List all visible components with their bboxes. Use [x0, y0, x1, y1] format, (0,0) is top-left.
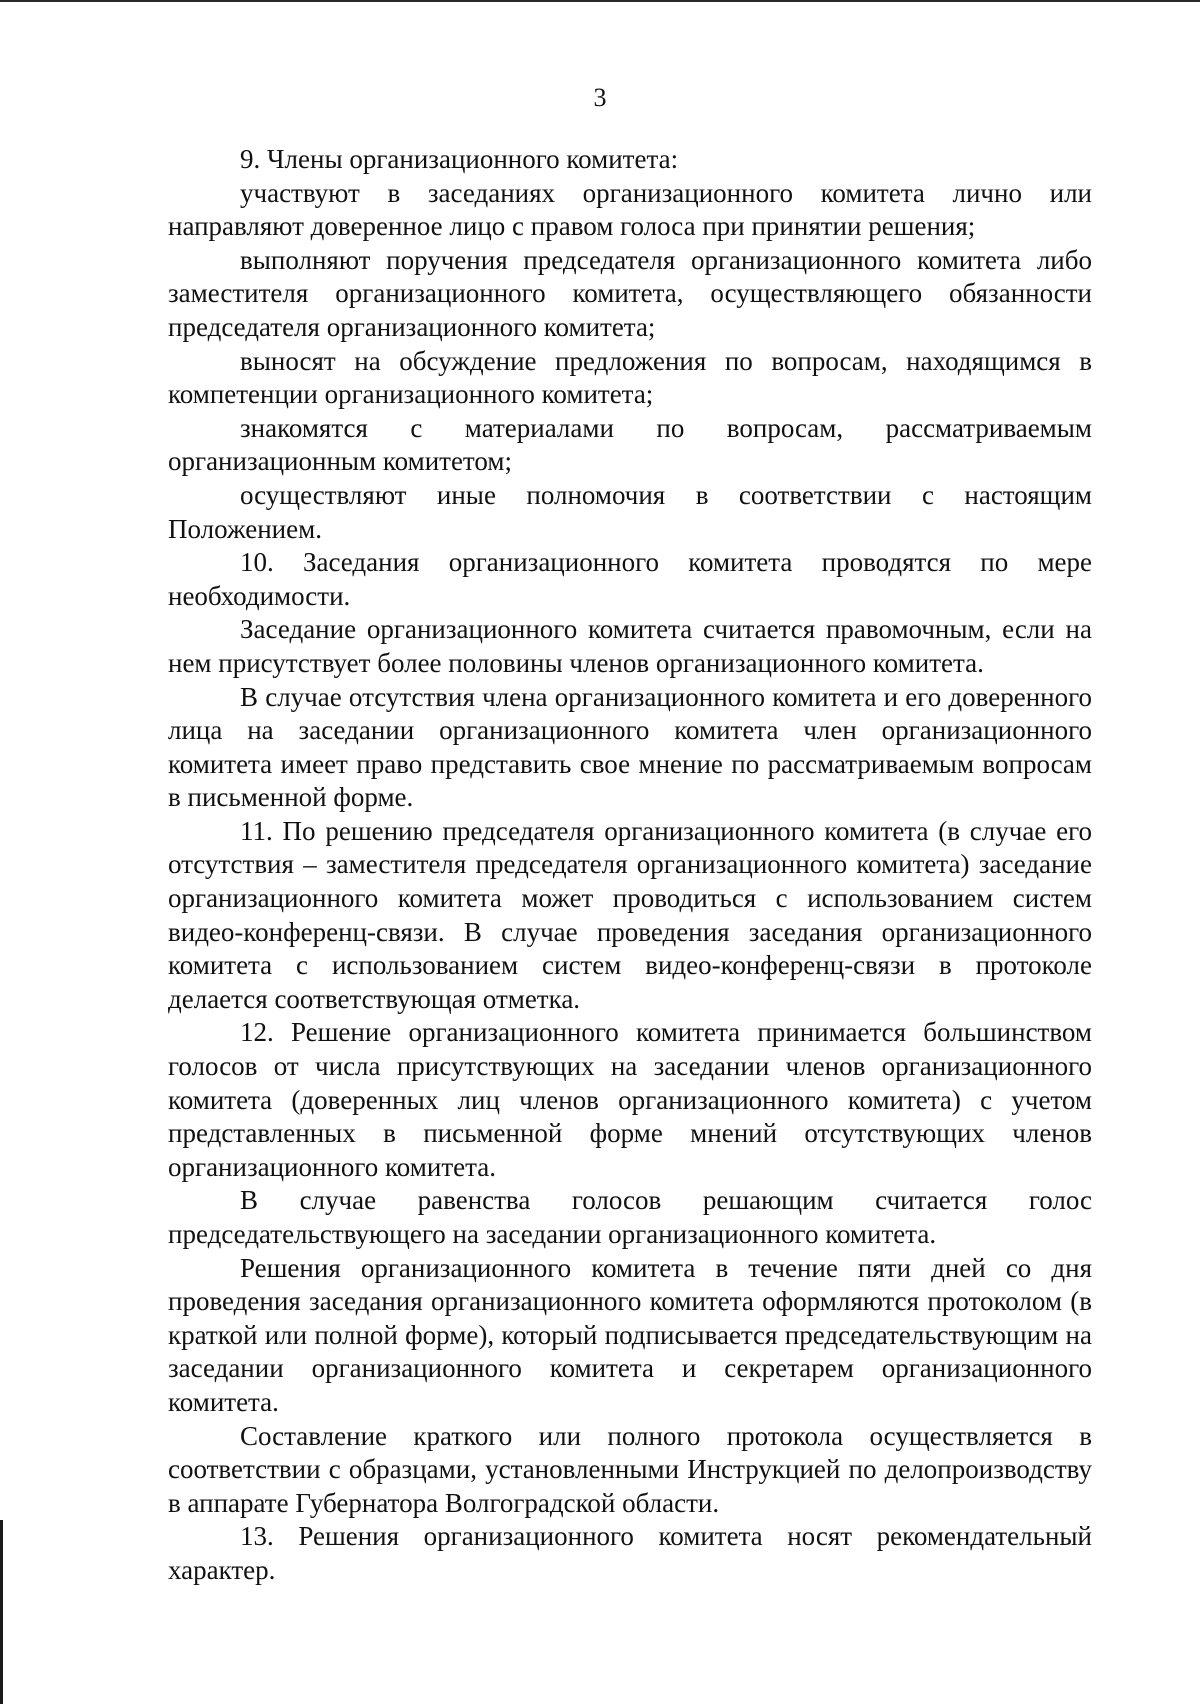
paragraph-12-protocol-forms: Составление краткого или полного протокола осуществляется в соответствии с образцами, установленными Инструкцией по делопроизводству в аппарате Губернатора Волгоградской области.	[168, 1420, 1092, 1518]
paragraph-13: 13. Решения организационного комитета носят рекомендательный характер.	[168, 1521, 1092, 1585]
page-number: 3	[593, 83, 607, 112]
paragraph-9-item-other: осуществляют иные полномочия в соответствии с настоящим Положением.	[168, 479, 1092, 544]
scan-edge-left	[0, 1520, 3, 1704]
paragraph-9-item-execute: выполняют поручения председателя организационного комитета либо заместителя организационного комитета, осуществляющего обязанности председателя организационного комитета;	[168, 244, 1092, 342]
paragraph-11: 11. По решению председателя организационного комитета (в случае его отсутствия – заместителя председателя организационного комитета) заседание организационного комитета может проводиться с использованием систем видео-конференц-связи. В случае проведения заседания организационного комитета с использованием систем видео-конференц-связи в протоколе делается соответствующая отметка.	[168, 815, 1092, 1014]
paragraph-10-absence: В случае отсутствия члена организационного комитета и его доверенного лица на заседании организационного комитета член организационного комитета имеет право представить свое мнение по рассматриваемым вопросам в письменной форме.	[168, 681, 1092, 813]
scan-edge-top	[0, 0, 1200, 2]
document-body	[168, 143, 1092, 1588]
paragraph-9-item-review: знакомятся с материалами по вопросам, рассматриваемым организационным комитетом;	[168, 412, 1092, 477]
paragraph-10-quorum: Заседание организационного комитета считается правомочным, если на нем присутствует более половины членов организационного комитета.	[168, 614, 1092, 678]
paragraph-12-protocol: Решения организационного комитета в течение пяти дней со дня проведения заседания организационного комитета оформляются протоколом (в краткой или полной форме), который подписывается председательствующим на заседании организационного комитета и секретарем организационного комитета.	[168, 1252, 1092, 1417]
paragraph-10: 10. Заседания организационного комитета проводятся по мере необходимости.	[168, 547, 1092, 611]
paragraph-9-item-participate: участвуют в заседаниях организационного комитета лично или направляют доверенное лицо с правом голоса при принятии решения;	[168, 177, 1092, 242]
paragraph-9-heading: 9. Члены организационного комитета:	[240, 144, 679, 174]
paragraph-12: 12. Решение организационного комитета принимается большинством голосов от числа присутствующих на заседании членов организационного комитета (доверенных лиц членов организационного комитета) с учетом представленных в письменной форме мнений отсутствующих членов организационного комитета.	[168, 1017, 1092, 1182]
paragraph-12-tie: В случае равенства голосов решающим считается голос председательствующего на заседании организационного комитета.	[168, 1185, 1092, 1249]
paragraph-9-item-propose: выносят на обсуждение предложения по вопросам, находящимся в компетенции организационного комитета;	[168, 345, 1092, 410]
